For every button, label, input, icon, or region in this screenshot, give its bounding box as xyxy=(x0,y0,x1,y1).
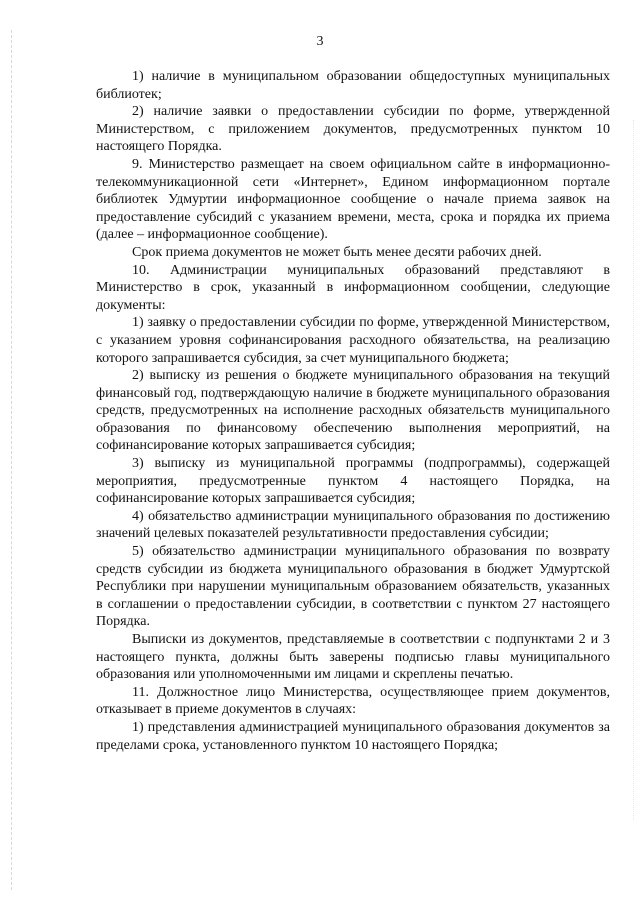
paragraph-clause-11: 11. Должностное лицо Министерства, осуществляющее прием документов, отказывает в приеме документов в случаях: xyxy=(96,684,610,718)
paragraph-refusal-1: 1) представления администрацией муниципального образования документов за пределами срока, установленного пунктом 10 настоящего Порядка; xyxy=(96,719,610,753)
paragraph-doc-3-program-extract: 3) выписку из муниципальной программы (подпрограммы), содержащей мероприятия, предусмотренные пунктом 4 настоящего Порядка, на софинансирование которых запрашивается субсидия; xyxy=(96,456,610,507)
paragraph-extracts-certification: Выписки из документов, представляемые в соответствии с подпунктами 2 и 3 настоящего пункта, должны быть заверены подписью главы муниципального образования или уполномоченными им лицами и скреплены печатью. xyxy=(96,632,610,683)
paragraph-deadline: Срок приема документов не может быть менее десяти рабочих дней. xyxy=(132,244,542,260)
scan-fold-line xyxy=(11,30,12,890)
paragraph-doc-1-application: 1) заявку о предоставлении субсидии по форме, утвержденной Министерством, с указанием уровня софинансирования расходного обязательства, на реализацию которого запрашивается субсидия, за счет муниципального бюджета; xyxy=(96,315,610,366)
paragraph-doc-5-refund: 5) обязательство администрации муниципального образования по возврату средств субсидии из бюджета муниципального образования в бюджет Удмуртской Республики при нарушении муниципальным образованием обязательств, указанных в соглашении о предоставлении субсидии, в соответствии с пунктом 27 настоящего Порядка. xyxy=(96,544,610,630)
paragraph-doc-2-budget-extract: 2) выписку из решения о бюджете муниципального образования на текущий финансовый год, подтверждающую наличие в бюджете муниципального образования средств, предусмотренных на исполнение расходных обязательств муниципального образования по финансовому обеспечению выполнения мероприятий, на софинансирование которых запрашивается субсидия; xyxy=(96,368,610,454)
paragraph-clause-9: 9. Министерство размещает на своем официальном сайте в информационно-телекоммуникационной сети «Интернет», Едином информационном портале библиотек Удмуртии информационное сообщение о начале приема заявок на предоставление субсидий с указанием времени, места, срока и порядка их приема (далее – информационное сообщение). xyxy=(96,156,610,243)
paragraph-clause-10: 10. Администрации муниципальных образований представляют в Министерство в срок, указанный в информационном сообщении, следующие документы: xyxy=(96,262,610,313)
scan-edge-line xyxy=(633,120,634,820)
page-number: 3 xyxy=(316,34,324,49)
document-body xyxy=(96,68,610,754)
paragraph-item-2-application: 2) наличие заявки о предоставлении субсидии по форме, утвержденной Министерством, с приложением документов, предусмотренных пунктом 10 настоящего Порядка. xyxy=(96,104,610,155)
paragraph-doc-4-performance: 4) обязательство администрации муниципального образования по достижению значений целевых показателей результативности предоставления субсидии; xyxy=(96,508,610,542)
paragraph-item-1-libraries: 1) наличие в муниципальном образовании общедоступных муниципальных библиотек; xyxy=(96,69,610,102)
